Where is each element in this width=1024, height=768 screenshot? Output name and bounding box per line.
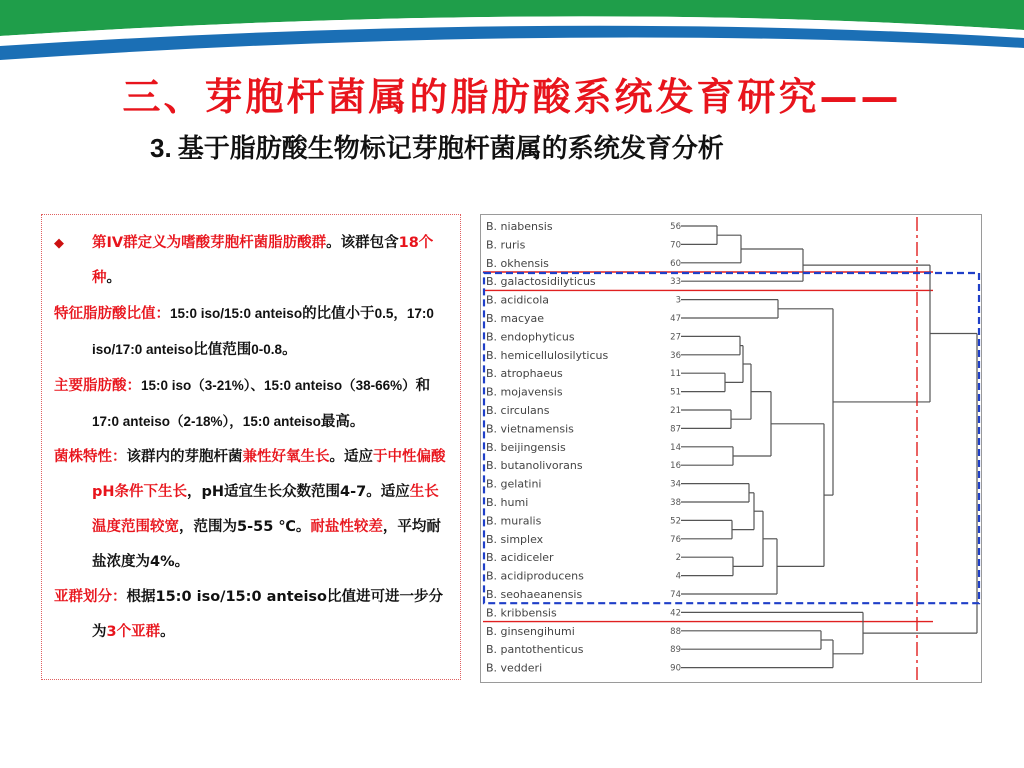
leaf-distance-label: 42 [670, 608, 681, 619]
leaf-label: B. mojavensis [486, 385, 563, 399]
strain-traits-heading: 菌株特性： [54, 449, 127, 465]
diamond-bullet-icon: ◆ [54, 236, 64, 251]
leaf-label: B. ruris [486, 238, 526, 252]
subgroup-heading: 亚群划分： [54, 589, 127, 605]
top-decorative-band [0, 0, 1024, 70]
temperature-condition: 生长温度范围较宽 [92, 484, 439, 535]
ratio-less-than: 的比值小于 [302, 306, 375, 322]
leaf-distance-label: 52 [670, 516, 681, 527]
main-fatty-acids-values-2: 17:0 anteiso（2-18%），15:0 anteiso [92, 414, 321, 429]
leaf-label: B. galactosidilyticus [486, 275, 596, 289]
leaf-distance-label: 36 [670, 350, 681, 361]
ph-condition: 于中性偏酸pH条件下生长 [92, 449, 446, 500]
p2-end: 。 [282, 342, 297, 358]
strain-traits-paragraph [54, 440, 450, 580]
description-panel [41, 214, 461, 680]
leaf-distance-label: 56 [670, 222, 681, 232]
leaf-label: B. acidiproducens [486, 569, 584, 583]
temperature-range: ，范围为5-55 ℃。 [179, 519, 311, 535]
group-highlight-box [484, 273, 979, 603]
leaf-label: B. vietnamensis [486, 422, 574, 436]
leaf-distance-label: 89 [670, 645, 681, 656]
subtitle-number: 3. [150, 133, 172, 163]
leaf-distance-label: 33 [670, 277, 681, 288]
slide-title: 三、芽胞杆菌属的脂肪酸系统发育研究—— [122, 75, 902, 119]
main-fatty-acids-heading: 主要脂肪酸： [54, 378, 141, 394]
ratio-paragraph [54, 296, 450, 368]
leaf-label: B. seohaeanensis [486, 588, 583, 601]
leaf-label: B. okhensis [486, 256, 549, 270]
ratio-expression: 15:0 iso/15:0 anteiso [170, 306, 303, 321]
salt-tolerance: 耐盐性较差 [310, 519, 383, 535]
leaf-label: B. atrophaeus [486, 367, 563, 381]
leaf-distance-label: 11 [670, 369, 681, 380]
leaf-label: B. vedderi [486, 661, 543, 675]
subgroup-paragraph [54, 580, 450, 650]
leaf-distance-label: 51 [670, 387, 681, 398]
p1-end: 。 [106, 270, 121, 286]
leaf-label: B. ginsengihumi [486, 624, 575, 638]
leaf-label: B. macyae [486, 312, 545, 325]
leaf-label: B. muralis [486, 514, 542, 528]
leaf-label: B. circulans [486, 404, 550, 417]
leaf-distance-label: 74 [670, 590, 681, 600]
group-count-lead: 。该群包含 [326, 235, 399, 251]
ratio-range: 0-0.8 [251, 342, 283, 357]
ratio-value-17: 0.5，17:0 iso/17:0 anteiso [92, 306, 434, 357]
leaf-distance-label: 70 [670, 240, 681, 251]
leaf-distance-label: 60 [670, 258, 681, 269]
leaf-label: B. hemicellulosilyticus [486, 348, 609, 362]
leaf-distance-label: 34 [670, 479, 681, 490]
leaf-distance-label: 38 [670, 498, 681, 508]
leaf-distance-label: 4 [675, 571, 681, 582]
leaf-label: B. pantothenticus [486, 643, 584, 657]
group-definition: 第IV群定义为嗜酸芽胞杆菌脂肪酸群 [92, 235, 327, 251]
dendrogram-panel [480, 214, 982, 683]
leaf-distance-label: 3 [675, 295, 681, 306]
main-fatty-acids-paragraph [54, 368, 450, 440]
salt-concentration: ，平均耐盐浓度为4%。 [92, 519, 441, 570]
leaf-distance-label: 76 [670, 534, 681, 545]
highest-word: 最高。 [320, 414, 365, 430]
ph-range: ，pH适宜生长众数范围4-7。适应 [187, 484, 410, 500]
group-definition-paragraph [54, 226, 450, 296]
leaf-distance-label: 88 [670, 626, 681, 637]
subtitle-text: 基于脂肪酸生物标记芽胞杆菌属的系统发育分析 [177, 134, 724, 164]
strain-traits-lead: 该群内的芽胞杆菌 [126, 449, 243, 465]
leaf-label: B. butanolivorans [486, 459, 583, 473]
species-count: 18个种 [92, 235, 434, 286]
leaf-label: B. kribbensis [486, 606, 557, 620]
facultative-aerobic: 兼性好氧生长 [242, 449, 330, 465]
leaf-distance-label: 2 [675, 553, 681, 564]
dendrogram [481, 215, 981, 682]
leaf-label: B. niabensis [486, 220, 553, 233]
subgroup-lead: 根据15:0 iso/15:0 anteiso比值进可进一步分为 [92, 589, 444, 640]
leaf-distance-label: 87 [670, 424, 681, 435]
ratio-heading: 特征脂肪酸比值： [54, 306, 170, 322]
leaf-distance-label: 21 [670, 406, 681, 416]
leaf-distance-label: 90 [670, 663, 681, 674]
leaf-distance-label: 47 [670, 314, 681, 324]
leaf-label: B. gelatini [486, 477, 542, 491]
leaf-distance-label: 27 [670, 332, 681, 343]
leaf-distance-label: 16 [670, 461, 681, 472]
subgroup-count: 3个亚群 [106, 624, 161, 640]
leaf-label: B. acidicola [486, 293, 549, 307]
ratio-range-label: 比值范围 [193, 342, 252, 358]
leaf-label: B. simplex [486, 532, 544, 546]
leaf-label: B. acidiceler [486, 551, 554, 565]
leaf-distance-label: 14 [670, 442, 681, 453]
leaf-label: B. beijingensis [486, 440, 566, 454]
leaf-label: B. humi [486, 496, 529, 509]
adapt-lead: 。适应 [329, 449, 373, 465]
and-word: 和 [415, 378, 431, 394]
main-fatty-acids-values: 15:0 iso（3-21%）、15:0 anteiso（38-66%） [141, 378, 416, 393]
slide-subtitle [150, 128, 724, 165]
leaf-label: B. endophyticus [486, 330, 575, 344]
p5-end: 。 [160, 624, 175, 640]
